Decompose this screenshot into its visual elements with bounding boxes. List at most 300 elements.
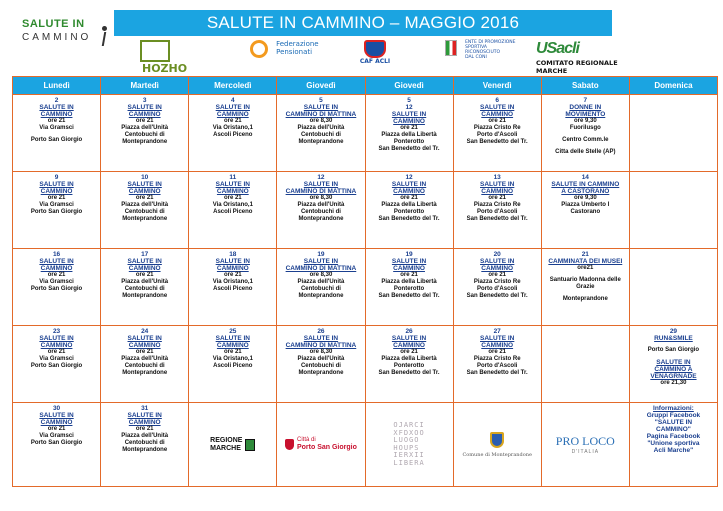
- regione-marche-logo: [210, 437, 255, 453]
- day-number: 11: [229, 174, 237, 181]
- event-detail: Monteprandone: [298, 370, 344, 376]
- federazione-line-1: Federazione: [276, 40, 319, 48]
- event-title: SALUTE IN: [39, 335, 74, 342]
- event-detail: Via Gramsci: [39, 202, 74, 208]
- event-detail: Piazza della Libertà: [381, 132, 437, 138]
- event-title: CAMMINO: [216, 188, 249, 195]
- event-title: CAMMINO: [393, 265, 425, 272]
- event-title: CAMMINO: [216, 265, 249, 272]
- walker-icon: [100, 26, 108, 48]
- event-title: SALUTE IN: [127, 181, 162, 188]
- regione-line-1: REGIONE: [210, 436, 243, 444]
- event-detail: San Benedetto del Tr.: [466, 293, 528, 299]
- event-detail: San Benedetto del Tr.: [466, 370, 528, 376]
- week-row: [13, 326, 718, 403]
- event-title: CAMMINO: [128, 265, 161, 272]
- event-title: SALUTE IN: [656, 359, 691, 366]
- day-number: 7: [583, 97, 588, 104]
- event-detail: ore 21: [135, 272, 154, 278]
- event-title: MOVIMENTO: [565, 111, 606, 118]
- event-detail: Monteprandone: [122, 139, 168, 145]
- footer-logo-cell: [455, 405, 540, 484]
- event-detail: Ascoli Piceno: [213, 363, 253, 369]
- empty-cell: [629, 95, 717, 172]
- event-detail: Piazza dell'Unità: [121, 125, 169, 131]
- event-detail: Castorano: [570, 209, 601, 215]
- footer-logo-cell: [190, 405, 275, 484]
- event-title: CAMMINO: [393, 188, 425, 195]
- week-row: [13, 95, 718, 172]
- event-detail: San Benedetto del Tr.: [378, 293, 440, 299]
- event-title: CAMMINO: [128, 342, 161, 349]
- event-title: CAMMINO: [40, 265, 73, 272]
- day-number: 30: [52, 405, 61, 412]
- event-detail: Via Gramsci: [39, 356, 74, 362]
- empty-cell: [629, 249, 717, 326]
- day-header: Giovedì: [277, 77, 365, 95]
- event-detail: Monteprandone: [122, 370, 168, 376]
- day-number: 24: [141, 328, 149, 335]
- event-title: SALUTE IN: [39, 258, 74, 265]
- calendar-cell: [453, 326, 541, 403]
- comune-text: Comune di Monteprandone: [462, 451, 532, 458]
- caf-acli-logo: [355, 40, 395, 68]
- calendar-cell: [13, 403, 101, 487]
- info-line: CAMMINO": [656, 426, 691, 433]
- event-detail: Via Oristano,1: [212, 125, 253, 131]
- calendar-cell: [453, 95, 541, 172]
- event-detail: Ascoli Piceno: [213, 132, 253, 138]
- event-detail: Piazza Cristo Re: [473, 279, 521, 285]
- calendar-cell: [101, 95, 189, 172]
- event-detail: ore 8,30: [309, 195, 333, 201]
- info-line: "Unione sportiva: [647, 440, 700, 447]
- hozho-mark-icon: [140, 40, 170, 62]
- empty-cell: [629, 172, 717, 249]
- calendar-cell: [189, 95, 277, 172]
- day-number: 29: [669, 328, 678, 335]
- event-title: CAMMINO: [216, 111, 249, 118]
- calendar-cell: [365, 249, 453, 326]
- event-detail: ore21: [577, 265, 594, 271]
- event-title: SALUTE IN: [127, 258, 162, 265]
- arci-logo: [393, 422, 424, 467]
- calendar-cell: [541, 249, 629, 326]
- day-number: 26: [405, 328, 413, 335]
- event-detail: ore 21: [400, 125, 418, 131]
- page-title: SALUTE IN CAMMINO – MAGGIO 2016: [114, 10, 612, 36]
- event-detail: Via Oristano,1: [212, 279, 253, 285]
- day-header: Mercoledì: [189, 77, 277, 95]
- psg-line-2: Porto San Giorgio: [296, 444, 357, 451]
- event-detail: Ponterotto: [393, 286, 425, 292]
- event-detail: ore 21: [488, 272, 507, 278]
- info-line: Pagina Facebook: [646, 433, 701, 440]
- event-detail: Centobuchi di: [124, 209, 165, 215]
- calendar-cell: [453, 172, 541, 249]
- event-title: SALUTE IN CAMMINO: [551, 181, 620, 188]
- event-title: SALUTE IN: [127, 104, 162, 111]
- calendar-cell: [101, 326, 189, 403]
- coni-text: [465, 40, 515, 60]
- arci-line: LUOGO: [393, 436, 420, 444]
- day-number: 5: [407, 97, 411, 104]
- event-detail: Piazza dell'Unità: [297, 202, 345, 208]
- event-detail: Monteprandone: [298, 139, 344, 145]
- event-detail: ore 21: [223, 118, 242, 124]
- week-row: [13, 172, 718, 249]
- event-detail: ore 9,30: [573, 118, 597, 124]
- day-number: 3: [142, 97, 147, 104]
- event-detail: Ascoli Piceno: [213, 209, 253, 215]
- event-title: SALUTE IN: [215, 104, 250, 111]
- hozho-text: HOZHO: [142, 62, 188, 75]
- day-header: Martedì: [101, 77, 189, 95]
- event-detail: Piazza Cristo Re: [473, 202, 521, 208]
- info-line: Gruppi Facebook: [646, 412, 701, 419]
- regione-line-2: MARCHE: [210, 444, 241, 452]
- calendar-cell: [453, 403, 541, 487]
- event-detail: ore 21: [223, 195, 242, 201]
- event-detail: Centobuchi di: [124, 440, 165, 446]
- footer-logo-cell: [278, 405, 363, 484]
- arci-line: HOUPS: [393, 443, 420, 452]
- day-number-secondary: 12: [405, 104, 413, 111]
- event-detail: ore 21: [135, 118, 154, 124]
- usacli-logo: [536, 40, 636, 75]
- day-number: 18: [229, 251, 237, 258]
- event-detail: Centobuchi di: [300, 132, 341, 138]
- calendar-cell: [13, 172, 101, 249]
- event-title: CAMMINO DI MATTINA: [285, 342, 357, 349]
- calendar-cell: [277, 172, 365, 249]
- event-detail: Monteprandone: [298, 216, 344, 222]
- italy-flag-icon: [445, 40, 457, 56]
- event-detail: Porto d'Ascoli: [476, 132, 518, 138]
- event-detail: Centobuchi di: [124, 286, 165, 292]
- event-detail: Ponterotto: [393, 139, 425, 145]
- calendar-cell: [365, 172, 453, 249]
- event-detail: Piazza della Libertà: [381, 356, 437, 362]
- event-detail: Centobuchi di: [300, 286, 341, 292]
- event-title: SALUTE IN: [303, 181, 339, 188]
- event-detail: Porto d'Ascoli: [476, 286, 518, 292]
- calendar-cell: [277, 249, 365, 326]
- coni-line-1: ENTE DI PROMOZIONE: [465, 40, 516, 45]
- day-number: 10: [141, 174, 149, 181]
- regione-mark-icon: [245, 439, 255, 451]
- event-detail: Porto d'Ascoli: [476, 363, 518, 369]
- day-header: Lunedì: [13, 77, 101, 95]
- event-detail: Monteprandone: [562, 296, 608, 302]
- day-number: 16: [52, 251, 61, 258]
- calendar-body: [13, 95, 718, 487]
- event-detail: ore 21: [47, 349, 66, 355]
- event-detail: Piazza della Libertà: [381, 202, 437, 208]
- day-number: 9: [54, 174, 59, 181]
- calendar-cell: [101, 249, 189, 326]
- calendar-cell: [453, 249, 541, 326]
- day-header: Domenica: [629, 77, 717, 95]
- event-detail: Piazza Cristo Re: [473, 125, 521, 131]
- event-detail: San Benedetto del Tr.: [466, 139, 528, 145]
- brand-logo: [22, 18, 108, 58]
- proloco-subtitle: D'ITALIA: [571, 449, 600, 455]
- arci-line: XFDXOO: [393, 428, 425, 437]
- day-number: 20: [493, 251, 501, 258]
- event-detail: ore 21: [47, 118, 66, 124]
- arci-line: IERXII: [393, 451, 425, 459]
- day-number: 2: [54, 97, 59, 104]
- proloco-word: PRO LOCO: [555, 434, 615, 448]
- day-number: 6: [495, 97, 499, 104]
- calendar-cell: [189, 249, 277, 326]
- day-number: 25: [229, 328, 237, 335]
- week-row: [13, 249, 718, 326]
- brand-top: SALUTE IN: [22, 18, 85, 30]
- day-number: 5: [319, 97, 323, 104]
- event-detail: ore 21: [47, 195, 66, 201]
- event-title: SALUTE IN: [215, 181, 250, 188]
- event-title: CAMMINO: [393, 342, 425, 349]
- header: [0, 0, 723, 74]
- event-detail: ore 21: [488, 118, 507, 124]
- psg-text: [297, 437, 357, 452]
- event-title: SALUTE IN: [391, 335, 427, 342]
- info-line: "SALUTE IN: [654, 419, 693, 426]
- event-title: CAMMINATA DEI MUSEI: [548, 258, 623, 265]
- event-title: SALUTE IN: [127, 412, 162, 419]
- event-detail: ore 21: [400, 195, 418, 201]
- comune-crest-icon: [490, 432, 504, 448]
- arci-line: LIBERA: [393, 458, 425, 467]
- event-detail: ore 21: [135, 349, 154, 355]
- usacli-subtitle: COMITATO REGIONALE MARCHE: [536, 59, 618, 75]
- event-detail: Grazie: [576, 284, 595, 290]
- empty-cell: [541, 326, 629, 403]
- event-title: CAMMINO DI MATTINA: [285, 111, 357, 118]
- event-title: SALUTE IN: [39, 104, 74, 111]
- coni-line-2: SPORTIVA: [465, 45, 487, 50]
- day-number: 13: [493, 174, 501, 181]
- calendar-cell: [365, 403, 453, 487]
- calendar-cell: [189, 172, 277, 249]
- event-title: VENAGRNADE: [650, 373, 697, 380]
- event-detail: Santuario Madonna delle: [549, 277, 621, 283]
- day-number: 12: [317, 174, 325, 181]
- event-detail: Monteprandone: [122, 216, 168, 222]
- federazione-mark-icon: [250, 40, 268, 58]
- event-title: SALUTE IN: [480, 335, 515, 342]
- event-detail: ore 21: [400, 349, 418, 355]
- usacli-word: USacli: [536, 40, 579, 57]
- event-detail: Monteprandone: [298, 293, 344, 299]
- event-detail: Ascoli Piceno: [213, 286, 253, 292]
- event-title: A CASTORANO: [561, 188, 610, 195]
- event-detail: Piazza della Libertà: [381, 279, 437, 285]
- week-row: [13, 403, 718, 487]
- day-number: 17: [141, 251, 149, 258]
- psg-crest-icon: [285, 439, 294, 450]
- event-detail: Piazza dell'Unità: [297, 279, 345, 285]
- calendar-cell: [101, 403, 189, 487]
- calendar-cell: [13, 95, 101, 172]
- event-title: CAMMINO: [128, 188, 161, 195]
- day-number: 23: [52, 328, 61, 335]
- calendar-cell: [629, 326, 717, 403]
- event-title: SALUTE IN: [480, 258, 515, 265]
- event-title: CAMMINO: [481, 342, 514, 349]
- info-title: Informazioni:: [653, 405, 694, 412]
- event-detail: ore 21: [223, 272, 242, 278]
- day-number: 14: [581, 174, 589, 181]
- federazione-text: [276, 40, 319, 56]
- event-detail: Via Oristano,1: [212, 202, 253, 208]
- event-title: CAMMINO: [128, 419, 161, 426]
- event-detail: Piazza Umberto I: [561, 202, 610, 208]
- psg-line-1: Città di: [296, 437, 316, 443]
- calendar-cell: [365, 326, 453, 403]
- event-title: SALUTE IN: [215, 335, 250, 342]
- event-detail: San Benedetto del Tr.: [466, 216, 528, 222]
- event-title: SALUTE IN: [39, 181, 74, 188]
- calendar-cell: [13, 326, 101, 403]
- event-title: CAMMINO: [393, 118, 425, 125]
- event-title: SALUTE IN: [303, 104, 339, 111]
- day-number: 19: [405, 251, 413, 258]
- event-detail: Ponterotto: [393, 209, 425, 215]
- comune-monteprandone-logo: [462, 432, 531, 458]
- footer-logo-cell: [543, 405, 628, 484]
- event-title: SALUTE IN: [303, 335, 339, 342]
- arci-line: OJARCI: [393, 421, 425, 429]
- event-detail: San Benedetto del Tr.: [378, 216, 440, 222]
- event-title: CAMMINO DI MATTINA: [285, 265, 357, 272]
- day-number: 21: [581, 251, 589, 258]
- event-detail: ore 21: [223, 349, 242, 355]
- event-detail: San Benedetto del Tr.: [378, 370, 440, 376]
- event-detail: Porto San Giorgio: [30, 286, 83, 292]
- calendar-cell: [13, 249, 101, 326]
- day-header: Venerdì: [453, 77, 541, 95]
- event-detail: Centobuchi di: [300, 363, 341, 369]
- calendar-cell: [277, 326, 365, 403]
- calendar-cell: [277, 95, 365, 172]
- day-header-row: [13, 77, 718, 95]
- event-detail: Centobuchi di: [124, 363, 165, 369]
- event-title: SALUTE IN: [480, 104, 515, 111]
- event-title: CAMMINO: [40, 342, 73, 349]
- event-title: SALUTE IN: [391, 111, 427, 118]
- calendar-cell: [541, 172, 629, 249]
- event-detail: ore 21: [488, 349, 507, 355]
- day-header: Sabato: [541, 77, 629, 95]
- caf-shield-icon: [364, 40, 386, 58]
- event-detail: ore 21,30: [660, 380, 687, 386]
- event-detail: Centobuchi di: [300, 209, 341, 215]
- event-detail: Porto San Giorgio: [30, 137, 83, 143]
- footer-logo-cell: [367, 405, 452, 484]
- event-detail: ore 8,30: [309, 272, 333, 278]
- calendar-table: [12, 76, 718, 487]
- porto-san-giorgio-logo: [285, 437, 357, 452]
- event-title: CAMMINO DI MATTINA: [285, 188, 357, 195]
- event-detail: Monteprandone: [122, 447, 168, 453]
- event-title: CAMMINO A: [654, 366, 693, 373]
- coni-line-3: RICONOSCIUTO: [465, 50, 501, 55]
- federazione-line-2: Pensionati: [276, 48, 313, 56]
- event-title: CAMMINO: [40, 188, 73, 195]
- calendar-cell: [541, 95, 629, 172]
- event-detail: Porto San Giorgio: [30, 440, 83, 446]
- calendar-cell: [189, 326, 277, 403]
- event-detail: Via Oristano,1: [212, 356, 253, 362]
- event-detail: Centobuchi di: [124, 132, 165, 138]
- day-header: Giovedì: [365, 77, 453, 95]
- event-detail: Via Gramsci: [39, 433, 74, 439]
- event-detail: Piazza dell'Unità: [297, 125, 345, 131]
- event-detail: ore 21: [488, 195, 507, 201]
- event-detail: Porto San Giorgio: [30, 363, 83, 369]
- event-detail: ore 21: [135, 195, 154, 201]
- federazione-logo: [250, 40, 330, 68]
- regione-text: [210, 437, 242, 453]
- event-detail: Piazza dell'Unità: [121, 279, 169, 285]
- event-title: DONNE IN: [569, 104, 602, 111]
- day-number: 26: [317, 328, 325, 335]
- day-number: 12: [405, 174, 413, 181]
- event-detail: Piazza dell'Unità: [297, 356, 345, 362]
- calendar-cell: [365, 95, 453, 172]
- proloco-logo: [556, 434, 615, 455]
- event-detail: ore 9,30: [573, 195, 597, 201]
- event-detail: Centro Comm.le: [562, 137, 609, 143]
- event-title: CAMMINO: [481, 188, 514, 195]
- coni-line-4: DAL CONI: [465, 55, 487, 60]
- event-detail: ore 21: [135, 426, 154, 432]
- event-detail: Fuorilusgo: [569, 125, 601, 131]
- caf-text: CAF ACLI: [359, 58, 391, 65]
- event-title: CAMMINO: [40, 111, 73, 118]
- info-cell: [629, 403, 717, 487]
- event-detail: Citta delle Stelle (AP): [555, 149, 616, 155]
- event-detail: Via Gramsci: [39, 279, 74, 285]
- event-title: SALUTE IN: [215, 258, 250, 265]
- event-title: CAMMINO: [481, 265, 514, 272]
- event-title: CAMMINO: [40, 419, 73, 426]
- event-detail: Piazza dell'Unità: [121, 433, 169, 439]
- event-title: SALUTE IN: [39, 412, 74, 419]
- event-title: SALUTE IN: [391, 258, 427, 265]
- event-detail: San Benedetto del Tr.: [378, 146, 440, 152]
- calendar-cell: [189, 403, 277, 487]
- brand-bottom: CAMMINO: [22, 32, 92, 43]
- event-detail: Piazza dell'Unità: [121, 356, 169, 362]
- day-number: 27: [493, 328, 501, 335]
- event-title: CAMMINO: [216, 342, 249, 349]
- coni-logo: [445, 40, 517, 68]
- event-detail: ore 21: [47, 426, 66, 432]
- event-detail: ore 21: [47, 272, 66, 278]
- hozho-logo: [140, 40, 214, 75]
- calendar-cell: [277, 403, 365, 487]
- event-detail: Porto d'Ascoli: [476, 209, 518, 215]
- event-detail: Piazza Cristo Re: [473, 356, 521, 362]
- event-title: SALUTE IN: [480, 181, 515, 188]
- event-detail: Porto San Giorgio: [647, 347, 700, 353]
- event-detail: Ponterotto: [393, 363, 425, 369]
- event-title: SALUTE IN: [303, 258, 339, 265]
